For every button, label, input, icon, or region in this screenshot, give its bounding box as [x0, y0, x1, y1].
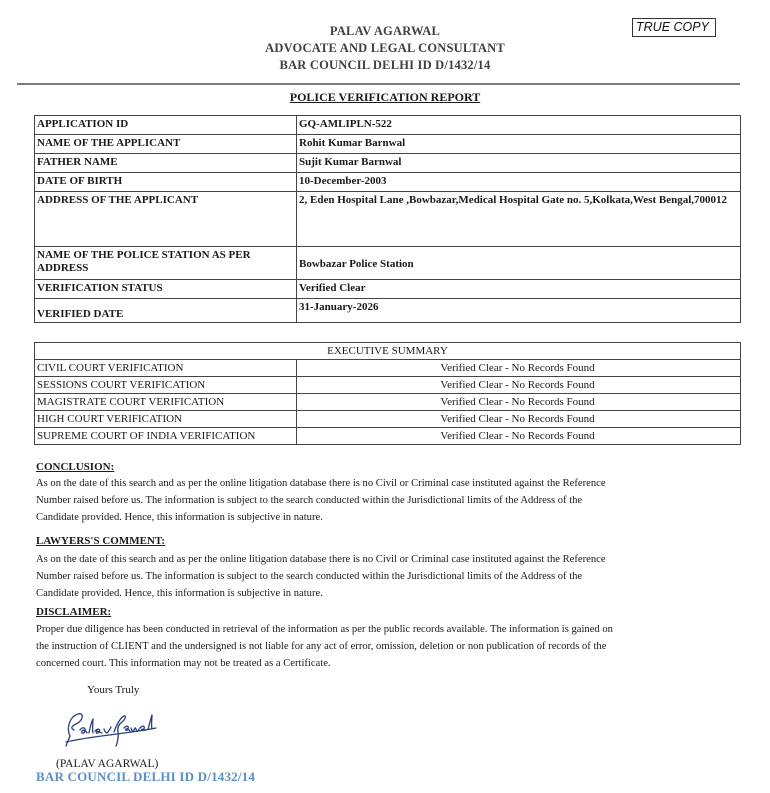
- disclaimer-line: concerned court. This information may not be treated as a Certificate.: [36, 658, 331, 669]
- verification-status-value: Verified Clear: [297, 280, 741, 299]
- header-divider: [17, 83, 740, 85]
- lawyers-comment-line: Candidate provided. Hence, this information is subjective in nature.: [36, 588, 323, 599]
- applicant-name-value: Rohit Kumar Barnwal: [297, 135, 741, 154]
- court-name: SESSIONS COURT VERIFICATION: [35, 377, 297, 394]
- signatory-bar-id: BAR COUNCIL DELHI ID D/1432/14: [36, 769, 256, 784]
- disclaimer-body: [36, 621, 736, 672]
- lawyers-comment-line: As on the date of this search and as per the online litigation database there is no Civil or Criminal case instituted against the Reference: [36, 554, 606, 565]
- disclaimer-line: the instruction of CLIENT and the undersigned is not liable for any act of error, omission, deletion or non publication of records of the: [36, 641, 607, 652]
- verified-date-value: 31-January-2026: [297, 299, 741, 323]
- executive-summary-table: [34, 342, 741, 445]
- advocate-bar-id: BAR COUNCIL DELHI ID D/1432/14: [279, 58, 491, 72]
- court-result: Verified Clear - No Records Found: [297, 411, 741, 428]
- advocate-name: PALAV AGARWAL: [329, 24, 441, 38]
- table-row: [35, 299, 741, 323]
- police-station-value: Bowbazar Police Station: [297, 247, 741, 280]
- lawyers-comment-body: [36, 551, 736, 602]
- court-result: Verified Clear - No Records Found: [297, 428, 741, 445]
- field-label: DATE OF BIRTH: [35, 173, 297, 192]
- disclaimer-heading: DISCLAIMER:: [36, 606, 112, 618]
- court-name: HIGH COURT VERIFICATION: [35, 411, 297, 428]
- court-result: Verified Clear - No Records Found: [297, 360, 741, 377]
- field-label: FATHER NAME: [35, 154, 297, 173]
- executive-summary-title: EXECUTIVE SUMMARY: [35, 343, 741, 360]
- table-row: [35, 192, 741, 247]
- table-header-row: [35, 343, 741, 360]
- lawyers-comment-line: Number raised before us. The information is subject to the search conducted within the Jurisdictional limits of the Address of the: [36, 571, 583, 582]
- court-result: Verified Clear - No Records Found: [297, 394, 741, 411]
- field-label: NAME OF THE APPLICANT: [35, 135, 297, 154]
- table-row: [35, 173, 741, 192]
- table-row: [35, 135, 741, 154]
- lawyers-comment-heading: LAWYERS'S COMMENT:: [36, 535, 166, 547]
- advocate-designation: ADVOCATE AND LEGAL CONSULTANT: [265, 41, 505, 55]
- table-row: [35, 154, 741, 173]
- father-name-value: Sujit Kumar Barnwal: [297, 154, 741, 173]
- field-label: ADDRESS OF THE APPLICANT: [35, 192, 297, 247]
- conclusion-line: As on the date of this search and as per the online litigation database there is no Civil or Criminal case instituted against the Reference: [36, 478, 606, 489]
- field-label: APPLICATION ID: [35, 116, 297, 135]
- court-name: SUPREME COURT OF INDIA VERIFICATION: [35, 428, 297, 445]
- conclusion-line: Candidate provided. Hence, this information is subjective in nature.: [36, 512, 323, 523]
- true-copy-stamp: TRUE COPY: [632, 18, 716, 37]
- field-label: NAME OF THE POLICE STATION AS PER ADDRESS: [35, 247, 297, 280]
- table-row: [35, 377, 741, 394]
- conclusion-body: [36, 475, 736, 526]
- field-label: VERIFICATION STATUS: [35, 280, 297, 299]
- report-title: POLICE VERIFICATION REPORT: [289, 90, 481, 104]
- signature-icon: [56, 706, 166, 756]
- table-row: [35, 428, 741, 445]
- disclaimer-line: Proper due diligence has been conducted in retrieval of the information as per the public records available. The information is gained on: [36, 624, 613, 635]
- court-name: MAGISTRATE COURT VERIFICATION: [35, 394, 297, 411]
- table-row: [35, 116, 741, 135]
- conclusion-line: Number raised before us. The information is subject to the search conducted within the Jurisdictional limits of the Address of the: [36, 495, 583, 506]
- table-row: [35, 360, 741, 377]
- address-value: 2, Eden Hospital Lane ,Bowbazar,Medical Hospital Gate no. 5,Kolkata,West Bengal,700012: [297, 192, 741, 247]
- signatory-name: (PALAV AGARWAL): [56, 758, 159, 770]
- closing-salutation: Yours Truly: [87, 684, 140, 696]
- court-name: CIVIL COURT VERIFICATION: [35, 360, 297, 377]
- table-row: [35, 394, 741, 411]
- table-row: [35, 247, 741, 280]
- table-row: [35, 411, 741, 428]
- field-label: VERIFIED DATE: [35, 299, 297, 323]
- court-result: Verified Clear - No Records Found: [297, 377, 741, 394]
- date-of-birth-value: 10-December-2003: [297, 173, 741, 192]
- conclusion-heading: CONCLUSION:: [36, 461, 115, 473]
- table-row: [35, 280, 741, 299]
- applicant-details-table: [34, 115, 741, 323]
- application-id-value: GQ-AMLIPLN-522: [297, 116, 741, 135]
